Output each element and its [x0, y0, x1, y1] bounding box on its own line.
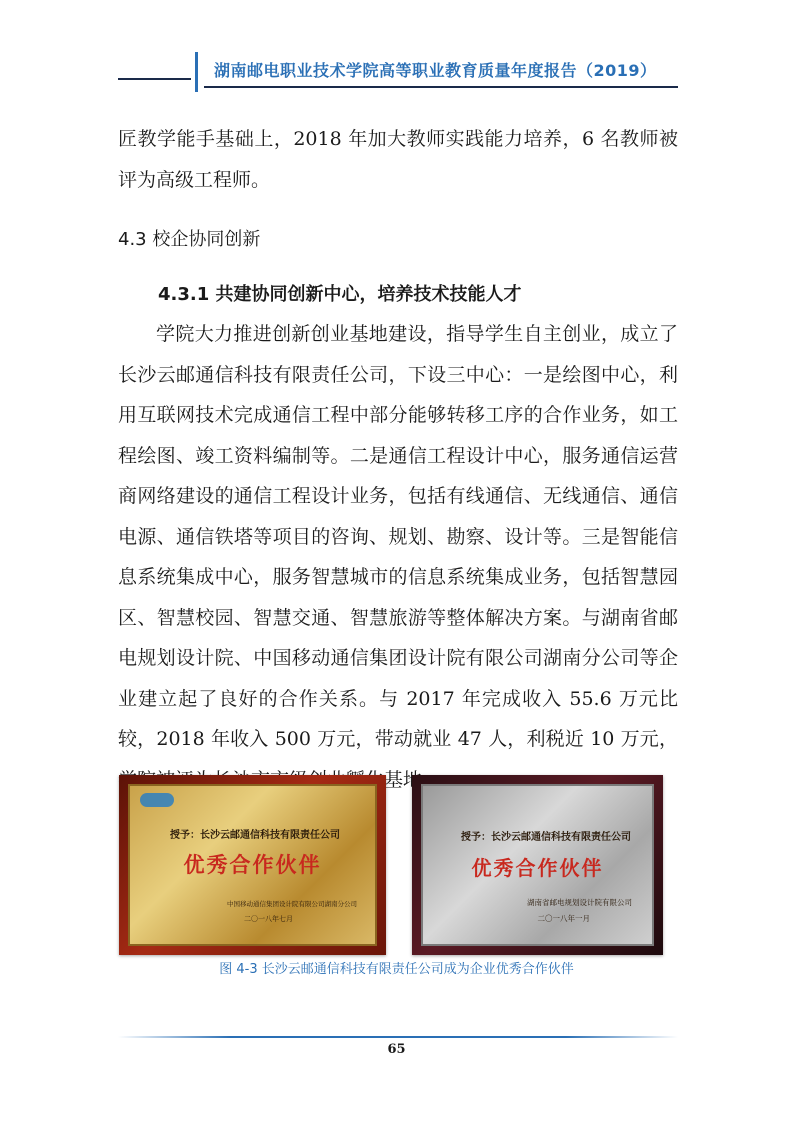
plaque-title: 优秀合作伙伴: [471, 856, 604, 880]
figure-caption: 图 4-3 长沙云邮通信科技有限责任公司成为企业优秀合作伙伴: [219, 962, 574, 977]
subsection-heading: 4.3.1 共建协同创新中心，培养技术技能人才: [158, 284, 522, 305]
plaque-date: 二〇一八年七月: [244, 915, 293, 923]
header-rule-right: [204, 86, 678, 88]
header-rule-left: [118, 78, 191, 80]
plaque-title: 优秀合作伙伴: [183, 853, 322, 877]
china-mobile-logo-icon: [140, 793, 174, 807]
footer-rule: [118, 1036, 678, 1038]
plaque-recipient: 授予：长沙云邮通信科技有限责任公司: [170, 830, 340, 841]
plaque-issuer: 中国移动通信集团设计院有限公司湖南分公司: [227, 900, 357, 908]
section-heading: 4.3 校企协同创新: [118, 229, 261, 250]
plaque-face: [421, 784, 654, 946]
paragraph-innovation-center: 学院大力推进创新创业基地建设，指导学生自主创业，成立了长沙云邮通信科技有限责任公司，下设三中心：一是绘图中心，利用互联网技术完成通信工程中部分能够转移工序的合作业务，如工程绘图、竣工资料编制等。二是通信工程设计中心，服务通信运营商网络建设的通信工程设计业务，包括有线通信、无线通信、通信电源、通信铁塔等项目的咨询、规划、勘察、设计等。三是智能信息系统集成中心，服务智慧城市的信息系统集成业务，包括智慧园区、智慧校园、智慧交通、智慧旅游等整体解决方案。与湖南省邮电规划设计院、中国移动通信集团设计院有限公司湖南分公司等企业建立起了良好的合作关系。与 2017 年完成收入 55.6 万元比较，2018 年收入 500 万元，带动就业 47 人，利税近 10 万元， 孵化基地。: [118, 323, 678, 791]
plaque-face: [128, 784, 377, 946]
page-number: 65: [387, 1042, 406, 1057]
paragraph-teacher-training: 匠教学能手基础上，2018 年加大教师实践能力培养，6 名教师被评为高级工程师。: [118, 128, 678, 191]
report-header-title: 湖南邮电职业技术学院高等职业教育质量年度报告（2019）: [214, 61, 657, 80]
plaque-recipient: 授予：长沙云邮通信科技有限责任公司: [461, 832, 631, 843]
plaque-date: 二〇一八年一月: [537, 914, 590, 923]
header-accent-bar: [195, 52, 198, 92]
plaque-issuer: 湖南省邮电规划设计院有限公司: [527, 898, 632, 907]
award-plaque-silver: [412, 775, 663, 955]
award-plaque-gold: [119, 775, 386, 955]
